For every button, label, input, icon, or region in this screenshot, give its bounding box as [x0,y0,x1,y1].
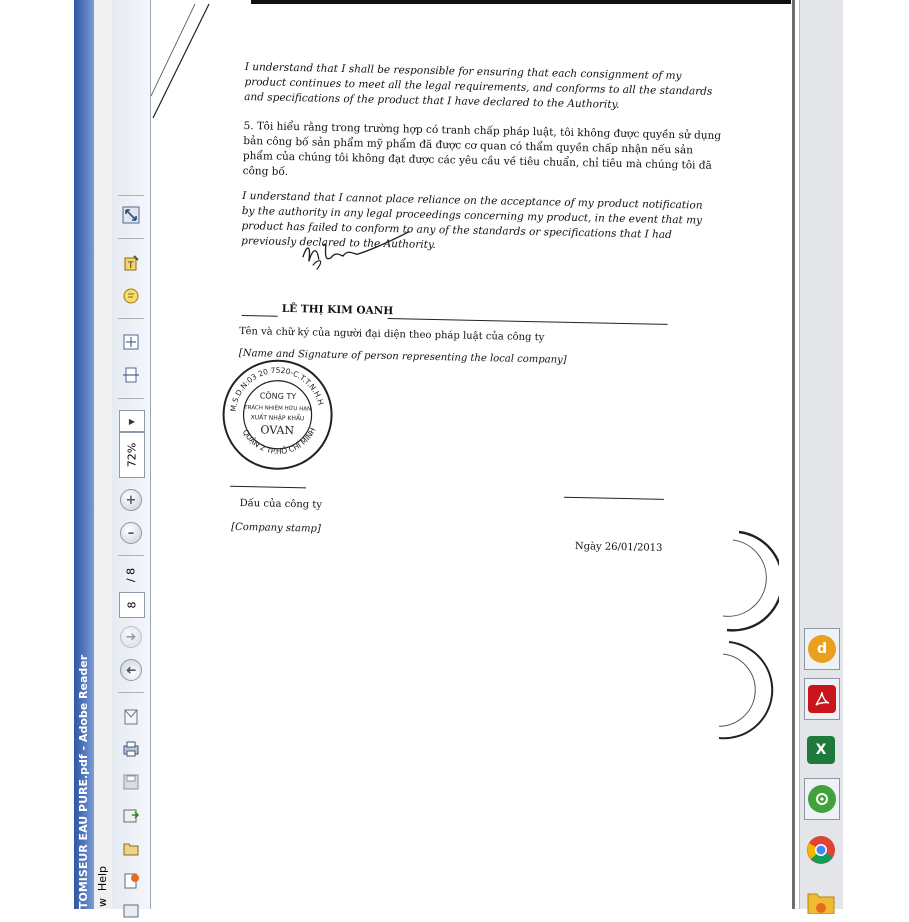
page-number-field[interactable] [119,592,145,618]
excel-icon: X [807,736,835,764]
toolbar-separator [118,318,144,319]
next-page-icon[interactable]: ➜ [120,626,142,648]
paragraph-responsibility-en: I understand that I shall be responsible for ensuring that each consignment of my product continues to meet all the legal requirements, and conforms to all the standards and specifications of the product that I have declared to the Authority. [244,60,713,111]
adobe-reader-icon [808,685,836,713]
taskbar-chrome[interactable] [804,830,838,870]
window-title-bar[interactable] [74,0,94,909]
zoom-level: 72% [125,442,139,468]
more-tools-icon[interactable] [120,900,142,922]
page-fold-lines [151,0,231,130]
signer-caption-vi: Tên và chữ ký của người đại diện theo pháp luật của công ty [239,325,545,344]
stamp-line-4: OVAN [260,423,295,438]
comment-icon[interactable] [120,285,142,307]
document-date: Ngày 26/01/2013 [574,541,663,554]
document-viewport[interactable] [151,0,799,909]
vertical-toolbar [112,0,151,909]
window-title: TOMISEUR EAU PURE.pdf - Adobe Reader [77,654,90,909]
stamp-caption-en: [Company stamp] [231,521,321,535]
signer-caption-en: [Name and Signature of person representing the local company] [238,347,567,366]
underline [388,318,668,325]
scanned-page [228,60,745,554]
toolbar-separator [118,195,144,196]
email-icon[interactable] [120,706,142,728]
chrome-icon [806,835,836,865]
paragraph-5-vi: 5. Tôi hiểu rằng trong trường hợp có tranh chấp pháp luật, tôi không được quyền sử dụng bản công bố sản phẩm mỹ phẩm đã được cơ quan có thẩm quyền chấp nhận nếu sản phẩm của chúng tôi không đạt được các yêu cầu về tiêu chuẩn, chỉ tiêu mà chúng tôi đã công bố. [242,119,722,178]
zoom-dropdown-arrow[interactable]: ▶ [119,410,145,432]
page-total: / 8 [124,567,138,583]
page-current: 8 [125,601,139,609]
signer-name: LÊ THỊ KIM OANH [281,302,394,318]
previous-page-icon[interactable]: ➜ [120,659,142,681]
stamp-ring-top: M.S.D.N:03 20 7520-C.T.T.N.H.H [228,365,326,413]
toolbar-separator [118,555,144,556]
taskbar-excel[interactable] [804,730,838,770]
expand-icon[interactable] [120,204,142,226]
taskbar-dictionary[interactable] [804,628,840,670]
stamp-line-2: TRÁCH NHIỆM HỮU HẠN [244,405,312,413]
folder-icon [806,890,836,914]
date-underline [564,497,664,500]
stamp-line-3: XUẤT NHẬP KHẨU [250,414,305,423]
paragraph-reliance-en: I understand that I cannot place reliance on the acceptance of my product notification by the authority in any legal proceedings concerning my product, in the event that my product has failed to conform to any of the standards or specifications that I had previously declared to the Authority. [241,189,703,252]
fit-page-icon[interactable] [120,331,142,353]
share-icon[interactable] [120,804,142,826]
partial-stamp-marks [719,530,779,740]
dictionary-app-icon: d [808,635,836,663]
fit-width-icon[interactable] [120,364,142,386]
svg-text:T: T [128,261,134,271]
taskbar-green-app[interactable] [804,778,840,820]
page-right-edge [792,0,795,909]
taskbar-folder[interactable] [804,882,838,922]
toolbar-separator [118,398,144,399]
stamp-underline [230,486,306,489]
save-icon[interactable] [120,771,142,793]
zoom-out-icon[interactable]: – [120,522,142,544]
company-stamp [220,358,334,476]
page-top-edge [251,0,791,4]
underline [242,315,278,317]
toolbar-separator [118,692,144,693]
toolbar-separator [118,238,144,239]
zoom-in-icon[interactable]: + [120,489,142,511]
stamp-ring-bottom: QUẬN 2 TP.HỒ CHÍ MINH [240,426,318,456]
menu-bar [94,0,113,909]
menu-item-view-partial[interactable]: w [96,898,109,907]
create-pdf-icon[interactable] [120,870,142,892]
page-total-container [119,560,143,590]
stamp-line-1: CÔNG TY [259,391,297,402]
stamp-caption-vi: Dấu của công ty [239,497,323,511]
signer-name-line [242,302,666,325]
taskbar [799,0,843,909]
open-file-icon[interactable] [120,837,142,859]
highlight-text-icon[interactable] [120,252,142,274]
green-app-icon [808,785,836,813]
menu-item-help[interactable]: Help [96,866,109,892]
handwritten-signature [298,227,419,280]
taskbar-adobe-reader[interactable] [804,678,840,720]
zoom-level-field[interactable] [119,432,145,478]
print-icon[interactable] [120,738,142,760]
